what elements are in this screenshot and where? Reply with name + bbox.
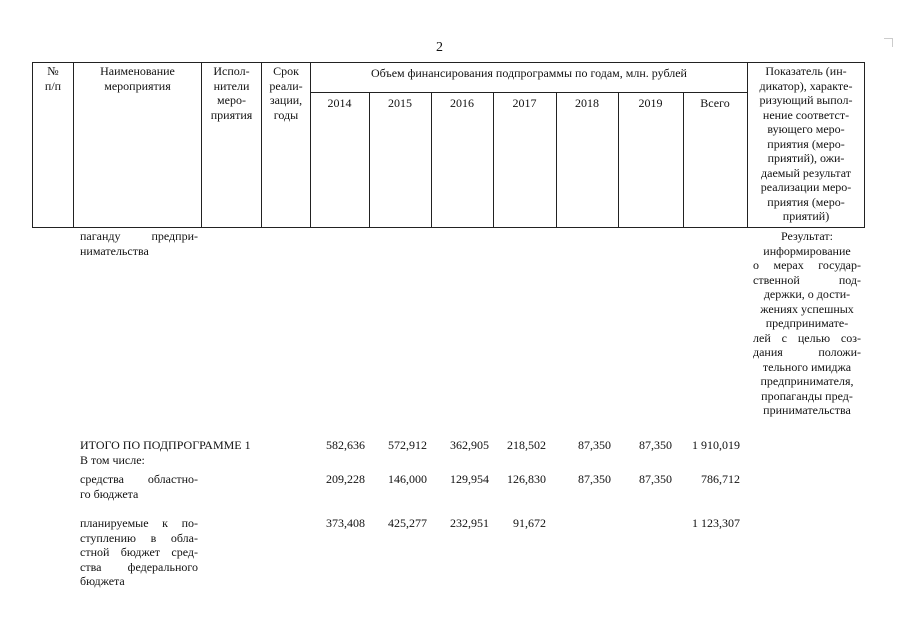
total-label: ИТОГО ПО ПОДПРОГРАММЕ 1: [80, 438, 251, 452]
total-2015: 572,912: [388, 438, 427, 452]
total-2017: 218,502: [507, 438, 546, 452]
regional-total: 786,712: [701, 472, 740, 486]
federal-budget-label: планируемые к по- ступлению в обла- стной бюджет сред- ства федерального бюджета: [80, 516, 198, 588]
year-2019: 2019: [638, 96, 663, 110]
header-indicator: Показатель (ин- дикатор), характе- ризующий выпол- нение соответст- вующего меро- приятия (меро- приятий), ожи- даемый результат реализации меро- приятия (меро- приятий): [759, 64, 853, 223]
total-2014: 582,636: [326, 438, 365, 452]
continued-result: Результат: информирование о мерах государ- ственной под- держки, о дости- жениях успешных предпринимате- лей с целью соз- дания положи- тельного имиджа предпринимателя, пропаганды пред- принимательства: [753, 229, 861, 417]
total-2019: 87,350: [639, 438, 672, 452]
regional-2019: 87,350: [639, 472, 672, 486]
total-2016: 362,905: [450, 438, 489, 452]
total-2018: 87,350: [578, 438, 611, 452]
regional-budget-label: средства областно- го бюджета: [80, 472, 198, 501]
header-name: Наименование мероприятия: [100, 64, 175, 93]
federal-total: 1 123,307: [692, 516, 740, 530]
including-label: В том числе:: [80, 453, 145, 467]
header-number: № п/п: [44, 64, 62, 93]
page-number: 2: [436, 40, 443, 55]
regional-2014: 209,228: [326, 472, 365, 486]
regional-2018: 87,350: [578, 472, 611, 486]
year-2017: 2017: [512, 96, 537, 110]
year-2018: 2018: [575, 96, 599, 110]
year-2016: 2016: [450, 96, 474, 110]
regional-2017: 126,830: [507, 472, 546, 486]
federal-2017: 91,672: [513, 516, 546, 530]
total-all: 1 910,019: [692, 438, 740, 452]
year-total: Всего: [700, 96, 730, 110]
year-2015: 2015: [388, 96, 412, 110]
regional-2016: 129,954: [450, 472, 489, 486]
page-corner-mark: [884, 38, 893, 47]
header-term: Срок реали- зации, годы: [269, 64, 303, 122]
regional-2015: 146,000: [388, 472, 427, 486]
federal-2016: 232,951: [450, 516, 489, 530]
federal-2015: 425,277: [388, 516, 427, 530]
year-2014: 2014: [327, 96, 352, 110]
header-financing: Объем финансирования подпрограммы по годам, млн. рублей: [371, 66, 687, 80]
continued-activity-name: паганду предпри- нимательства: [80, 229, 198, 258]
header-executors: Испол- нители меро- приятия: [210, 64, 253, 122]
federal-2014: 373,408: [326, 516, 365, 530]
